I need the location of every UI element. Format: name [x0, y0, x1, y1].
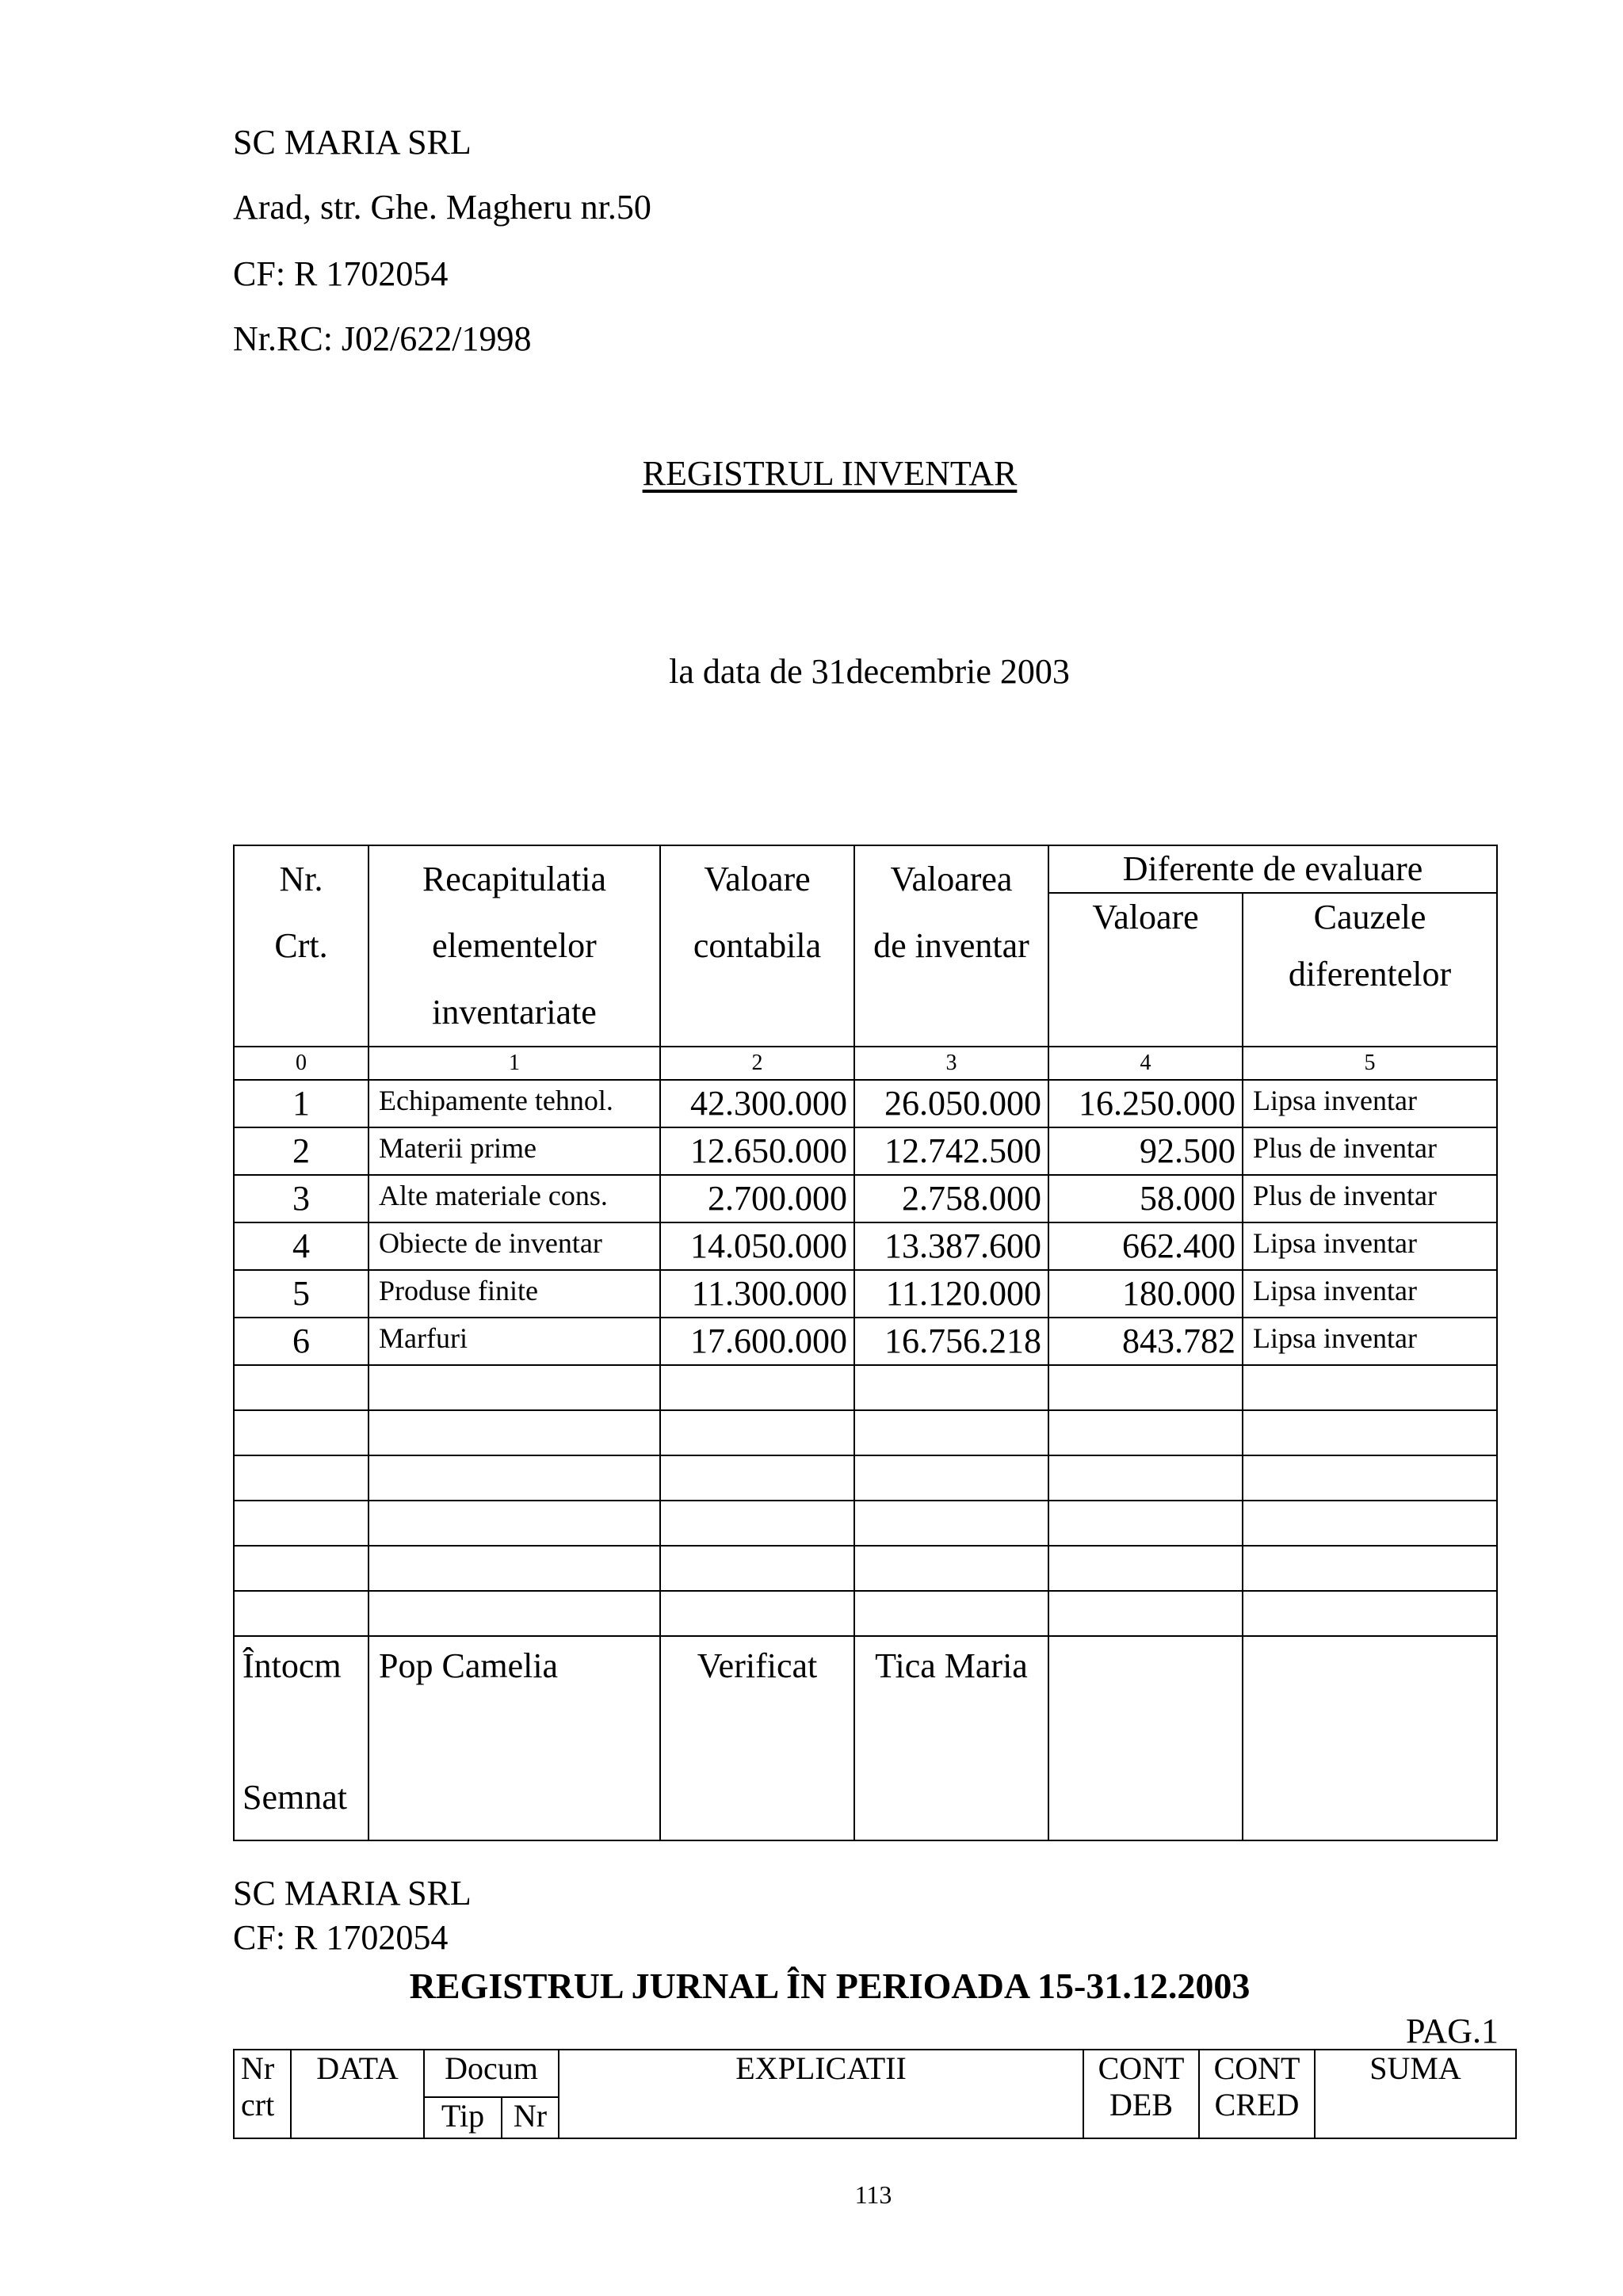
row-inventar: 12.742.500: [854, 1127, 1048, 1175]
journal-table: [233, 2049, 1517, 2139]
table-row: [234, 1127, 1497, 1175]
empty-row: [234, 1546, 1497, 1591]
row-name: Alte materiale cons.: [369, 1175, 660, 1222]
inventory-table: [233, 845, 1498, 1841]
empty-row: [234, 1591, 1497, 1636]
empty-row: [234, 1365, 1497, 1410]
company-address: Arad, str. Ghe. Magheru nr.50: [233, 188, 651, 227]
header-valoare-contabila: Valoare contabila: [660, 845, 854, 1047]
table-row: [234, 1222, 1497, 1270]
journal-company: SC MARIA SRL: [233, 1874, 472, 1913]
row-name: Materii prime: [369, 1127, 660, 1175]
inventory-title: REGISTRUL INVENTAR: [642, 454, 1018, 493]
journal-header-tip: Tip: [424, 2097, 502, 2138]
row-contabila: 14.050.000: [660, 1222, 854, 1270]
row-cauza: Lipsa inventar: [1243, 1222, 1497, 1270]
header-valoarea-inventar: Valoarea de inventar: [854, 845, 1048, 1047]
row-name: Echipamente tehnol.: [369, 1080, 660, 1127]
journal-header-docum: Docum: [424, 2050, 559, 2097]
journal-header-data: DATA: [291, 2050, 424, 2138]
journal-cf: CF: R 1702054: [233, 1918, 449, 1957]
company-rc: Nr.RC: J02/622/1998: [233, 319, 532, 358]
header-nr: Nr. Crt.: [234, 845, 369, 1047]
header-cauzele: Cauzele diferentelor: [1243, 893, 1497, 1047]
page-number: 113: [854, 2180, 892, 2209]
row-inventar: 26.050.000: [854, 1080, 1048, 1127]
row-diferenta: 843.782: [1048, 1318, 1243, 1365]
row-nr: 6: [234, 1318, 369, 1365]
row-diferenta: 662.400: [1048, 1222, 1243, 1270]
col-number: 4: [1048, 1047, 1243, 1080]
row-diferenta: 16.250.000: [1048, 1080, 1243, 1127]
signature-row: [234, 1636, 1497, 1840]
row-diferenta: 58.000: [1048, 1175, 1243, 1222]
row-contabila: 42.300.000: [660, 1080, 854, 1127]
row-cauza: Lipsa inventar: [1243, 1318, 1497, 1365]
row-name: Marfuri: [369, 1318, 660, 1365]
header-recapitulatia: Recapitulatia elementelor inventariate: [369, 845, 660, 1047]
row-cauza: Lipsa inventar: [1243, 1080, 1497, 1127]
col-number: 0: [234, 1047, 369, 1080]
row-nr: 4: [234, 1222, 369, 1270]
company-cf: CF: R 1702054: [233, 254, 449, 293]
row-nr: 1: [234, 1080, 369, 1127]
header-diferente: Diferente de evaluare: [1048, 845, 1497, 893]
row-contabila: 2.700.000: [660, 1175, 854, 1222]
row-name: Produse finite: [369, 1270, 660, 1318]
row-nr: 5: [234, 1270, 369, 1318]
col-number: 1: [369, 1047, 660, 1080]
col-number: 3: [854, 1047, 1048, 1080]
journal-header-nr: Nr crt: [234, 2050, 291, 2138]
row-contabila: 17.600.000: [660, 1318, 854, 1365]
empty-row: [234, 1501, 1497, 1546]
row-inventar: 11.120.000: [854, 1270, 1048, 1318]
intocmit-name: Pop Camelia: [369, 1636, 660, 1840]
row-contabila: 12.650.000: [660, 1127, 854, 1175]
row-inventar: 2.758.000: [854, 1175, 1048, 1222]
inventory-date: la data de 31decembrie 2003: [669, 652, 1070, 691]
row-diferenta: 180.000: [1048, 1270, 1243, 1318]
row-inventar: 16.756.218: [854, 1318, 1048, 1365]
col-number: 5: [1243, 1047, 1497, 1080]
table-row: [234, 1080, 1497, 1127]
empty-row: [234, 1455, 1497, 1501]
table-row: [234, 1270, 1497, 1318]
verificat-name: Tica Maria: [854, 1636, 1048, 1840]
journal-header-suma: SUMA: [1315, 2050, 1516, 2138]
journal-header-nrdoc: Nr: [502, 2097, 559, 2138]
table-row: [234, 1318, 1497, 1365]
row-name: Obiecte de inventar: [369, 1222, 660, 1270]
journal-title: REGISTRUL JURNAL ÎN PERIOADA 15-31.12.2003: [409, 1966, 1251, 2006]
journal-header-cont-cred: CONT CRED: [1199, 2050, 1315, 2138]
row-nr: 3: [234, 1175, 369, 1222]
row-cauza: Lipsa inventar: [1243, 1270, 1497, 1318]
col-number: 2: [660, 1047, 854, 1080]
journal-header-explicatii: EXPLICATII: [559, 2050, 1083, 2138]
row-diferenta: 92.500: [1048, 1127, 1243, 1175]
row-inventar: 13.387.600: [854, 1222, 1048, 1270]
empty-row: [234, 1410, 1497, 1455]
row-nr: 2: [234, 1127, 369, 1175]
company-name: SC MARIA SRL: [233, 123, 472, 162]
signature-labels: Întocm Semnat: [234, 1636, 369, 1840]
row-contabila: 11.300.000: [660, 1270, 854, 1318]
verificat-label: Verificat: [660, 1636, 854, 1840]
row-cauza: Plus de inventar: [1243, 1127, 1497, 1175]
row-cauza: Plus de inventar: [1243, 1175, 1497, 1222]
table-row: [234, 1175, 1497, 1222]
header-dif-valoare: Valoare: [1048, 893, 1243, 1047]
journal-header-cont-deb: CONT DEB: [1083, 2050, 1199, 2138]
page-label: PAG.1: [1406, 2012, 1499, 2050]
